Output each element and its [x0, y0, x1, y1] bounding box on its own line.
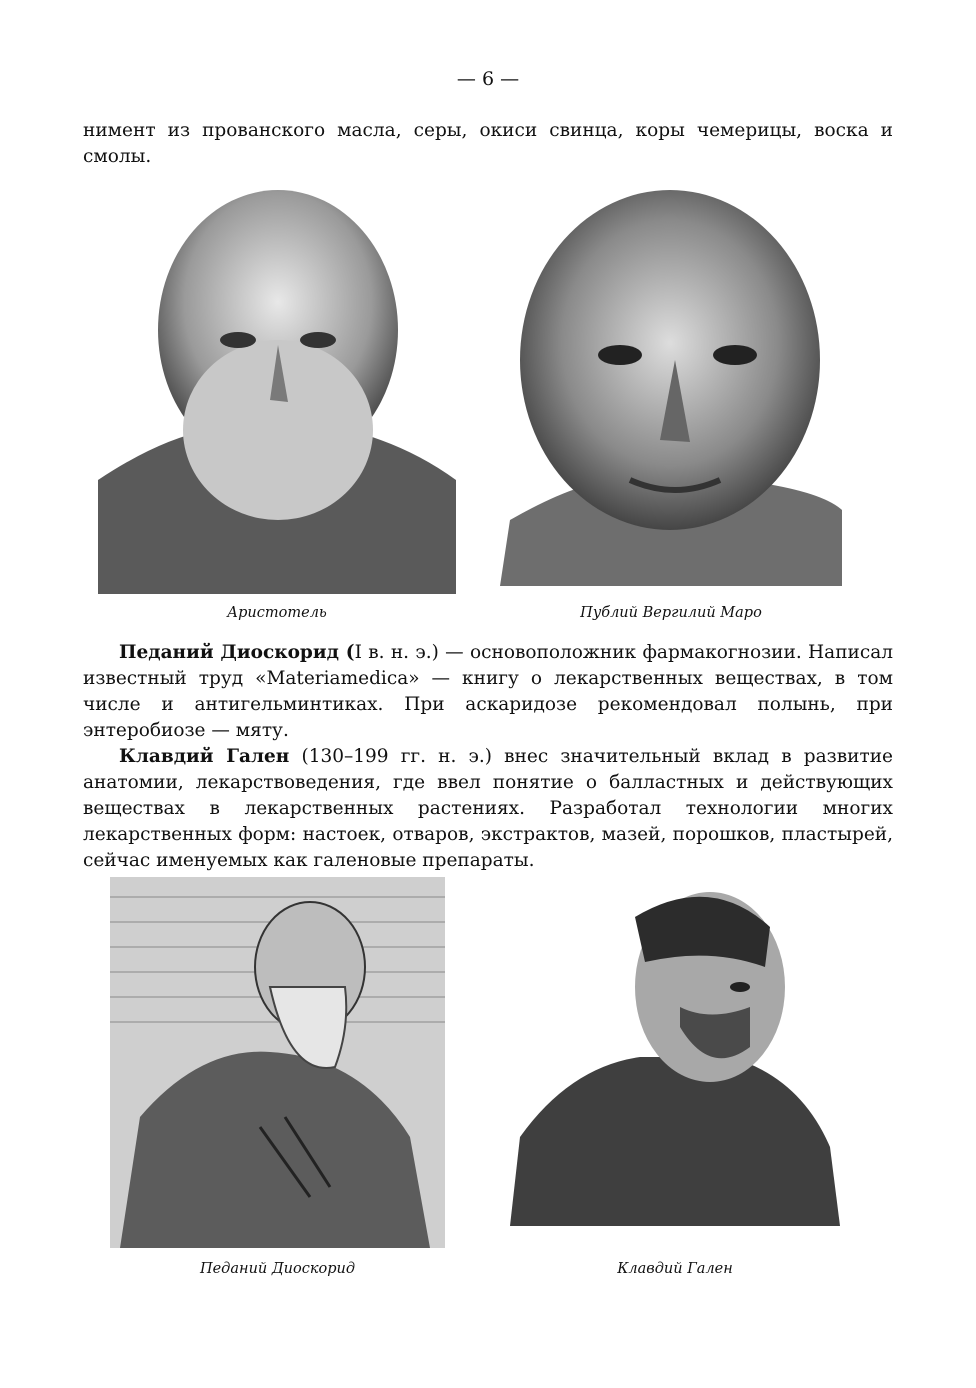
caption-vergilius: Публий Вергилий Маро	[580, 605, 762, 621]
page-number: — 6 —	[456, 68, 520, 90]
intro-paragraph: нимент из прованского масла, серы, окиси свинца, коры чемерицы, воска и смолы.	[83, 120, 893, 167]
galen-dates: 130–199 гг. н. э.	[308, 746, 485, 767]
bust-portrait-icon	[500, 180, 842, 586]
paren-open: (	[338, 642, 355, 663]
galen-body: ) внес значительный вклад в развитие анатомии, лекарствоведения, где ввел понятие о балластных и действующих веществах в лекарственных растениях. Разработал технологии многих лекарственных форм: настоек, отваров, экстрактов, мазей, порошков, пластырей, сейчас именуемых как галеновые препараты.	[83, 746, 893, 871]
caption-aristotle: Аристотель	[227, 605, 327, 621]
dioscorides-portrait	[110, 877, 445, 1248]
dioscorides-dates: I в. н. э.	[354, 642, 432, 663]
paren-open: (	[289, 746, 309, 767]
dioscorides-paragraph	[83, 640, 893, 744]
dioscorides-body: ) — основоположник фармакогнозии. Написал известный труд «Materiamedica» — книгу о лекарственных веществах, в том числе и антигельминтиках. При аскаридозе рекомендовал полынь, при энтеробиозе — мяту.	[83, 642, 894, 741]
engraving-portrait-icon	[510, 877, 840, 1226]
aristotle-portrait	[98, 180, 456, 594]
bust-portrait-icon	[98, 180, 456, 594]
galen-portrait	[510, 877, 840, 1226]
caption-dioscorides: Педаний Диоскорид	[199, 1261, 356, 1277]
galen-name: Клавдий Гален	[119, 746, 290, 767]
dioscorides-name: Педаний Диоскорид	[119, 642, 339, 663]
caption-galen: Клавдий Гален	[617, 1261, 733, 1277]
vergilius-portrait	[500, 180, 842, 586]
engraving-portrait-icon	[110, 877, 445, 1248]
galen-paragraph	[83, 744, 893, 874]
